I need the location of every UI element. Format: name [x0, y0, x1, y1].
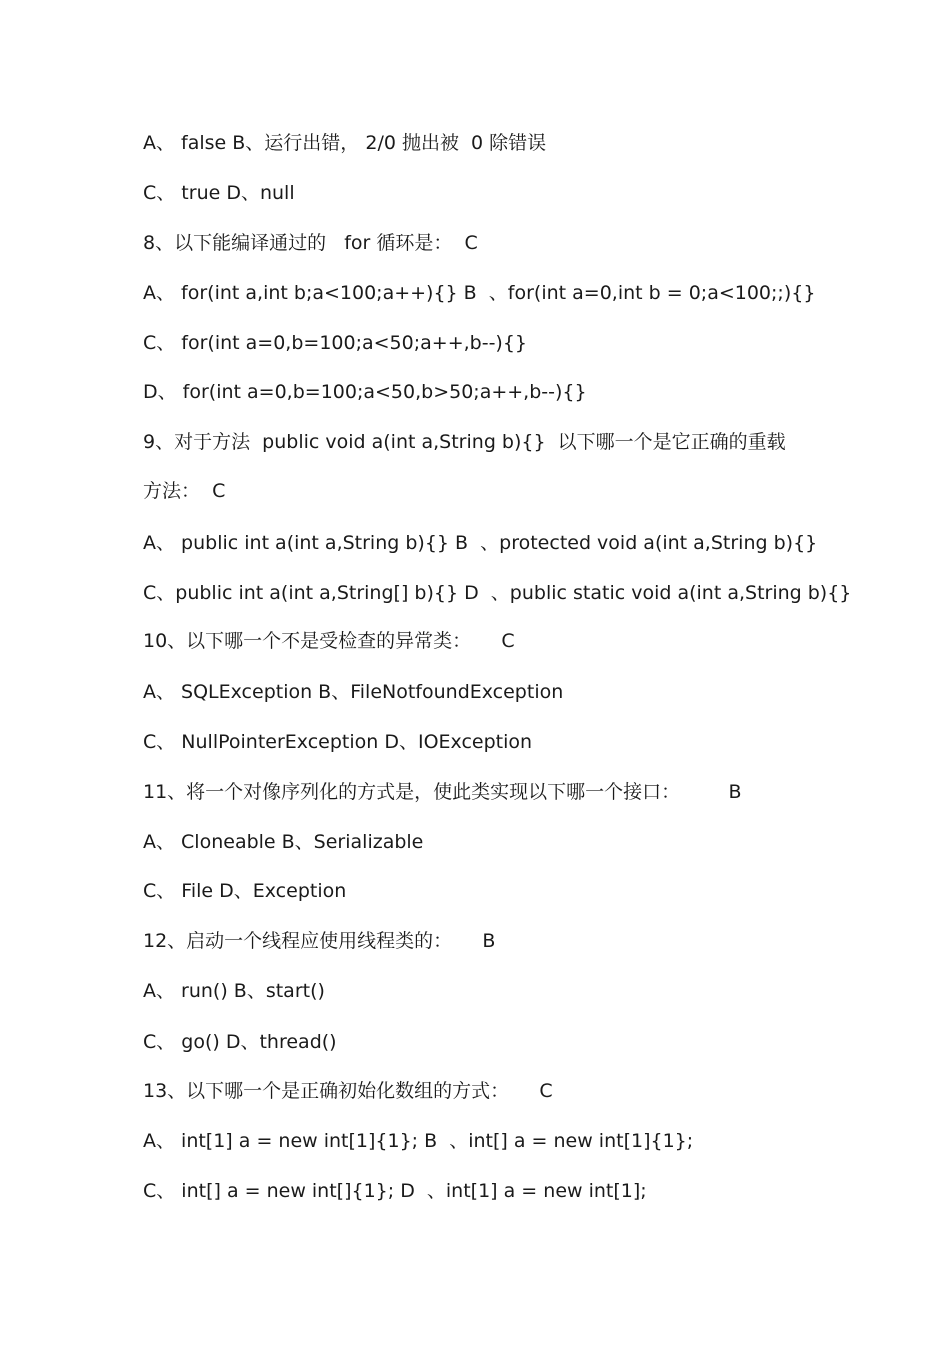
question-13-option-cd: C、 int[] a = new int[]{1}; D 、int[1] a = new int[1]; [143, 1180, 647, 1202]
question-9-option-ab: A、 public int a(int a,String b){} B 、protected void a(int a,String b){} [143, 532, 818, 554]
question-8-option-d: D、 for(int a=0,b=100;a<50,b>50;a++,b--){} [143, 381, 587, 403]
text-line-option-cd: C、 true D、null [143, 182, 295, 204]
question-11-option-ab: A、 Cloneable B、Serializable [143, 831, 424, 853]
question-13-option-ab: A、 int[1] a = new int[1]{1}; B 、int[] a = new int[1]{1}; [143, 1130, 694, 1152]
question-11-option-cd: C、 File D、Exception [143, 880, 347, 902]
text-line-option-ab: A、 false B、运行出错， 2/0 抛出被 0 除错误 [143, 132, 547, 154]
question-8-option-c: C、 for(int a=0,b=100;a<50;a++,b--){} [143, 332, 528, 354]
question-9-option-cd: C、public int a(int a,String[] b){} D 、public static void a(int a,String b){} [143, 582, 852, 604]
question-9-continued: 方法： C [143, 480, 226, 502]
question-12-option-ab: A、 run() B、start() [143, 980, 325, 1002]
question-8-option-ab: A、 for(int a,int b;a<100;a++){} B 、for(int a=0,int b = 0;a<100;;){} [143, 282, 816, 304]
question-10-option-cd: C、 NullPointerException D、IOException [143, 731, 533, 753]
question-10-option-ab: A、 SQLException B、FileNotfoundException [143, 681, 564, 703]
question-9: 9、对于方法 public void a(int a,String b){} 以下哪一个是它正确的重载 [143, 431, 786, 453]
question-12-option-cd: C、 go() D、thread() [143, 1031, 337, 1053]
question-8: 8、以下能编译通过的 for 循环是： C [143, 232, 478, 254]
question-11: 11、将一个对像序列化的方式是，使此类实现以下哪一个接口： B [143, 781, 742, 803]
question-12: 12、启动一个线程应使用线程类的： B [143, 930, 496, 952]
question-13: 13、以下哪一个是正确初始化数组的方式： C [143, 1080, 553, 1102]
question-10: 10、以下哪一个不是受检查的异常类： C [143, 630, 515, 652]
